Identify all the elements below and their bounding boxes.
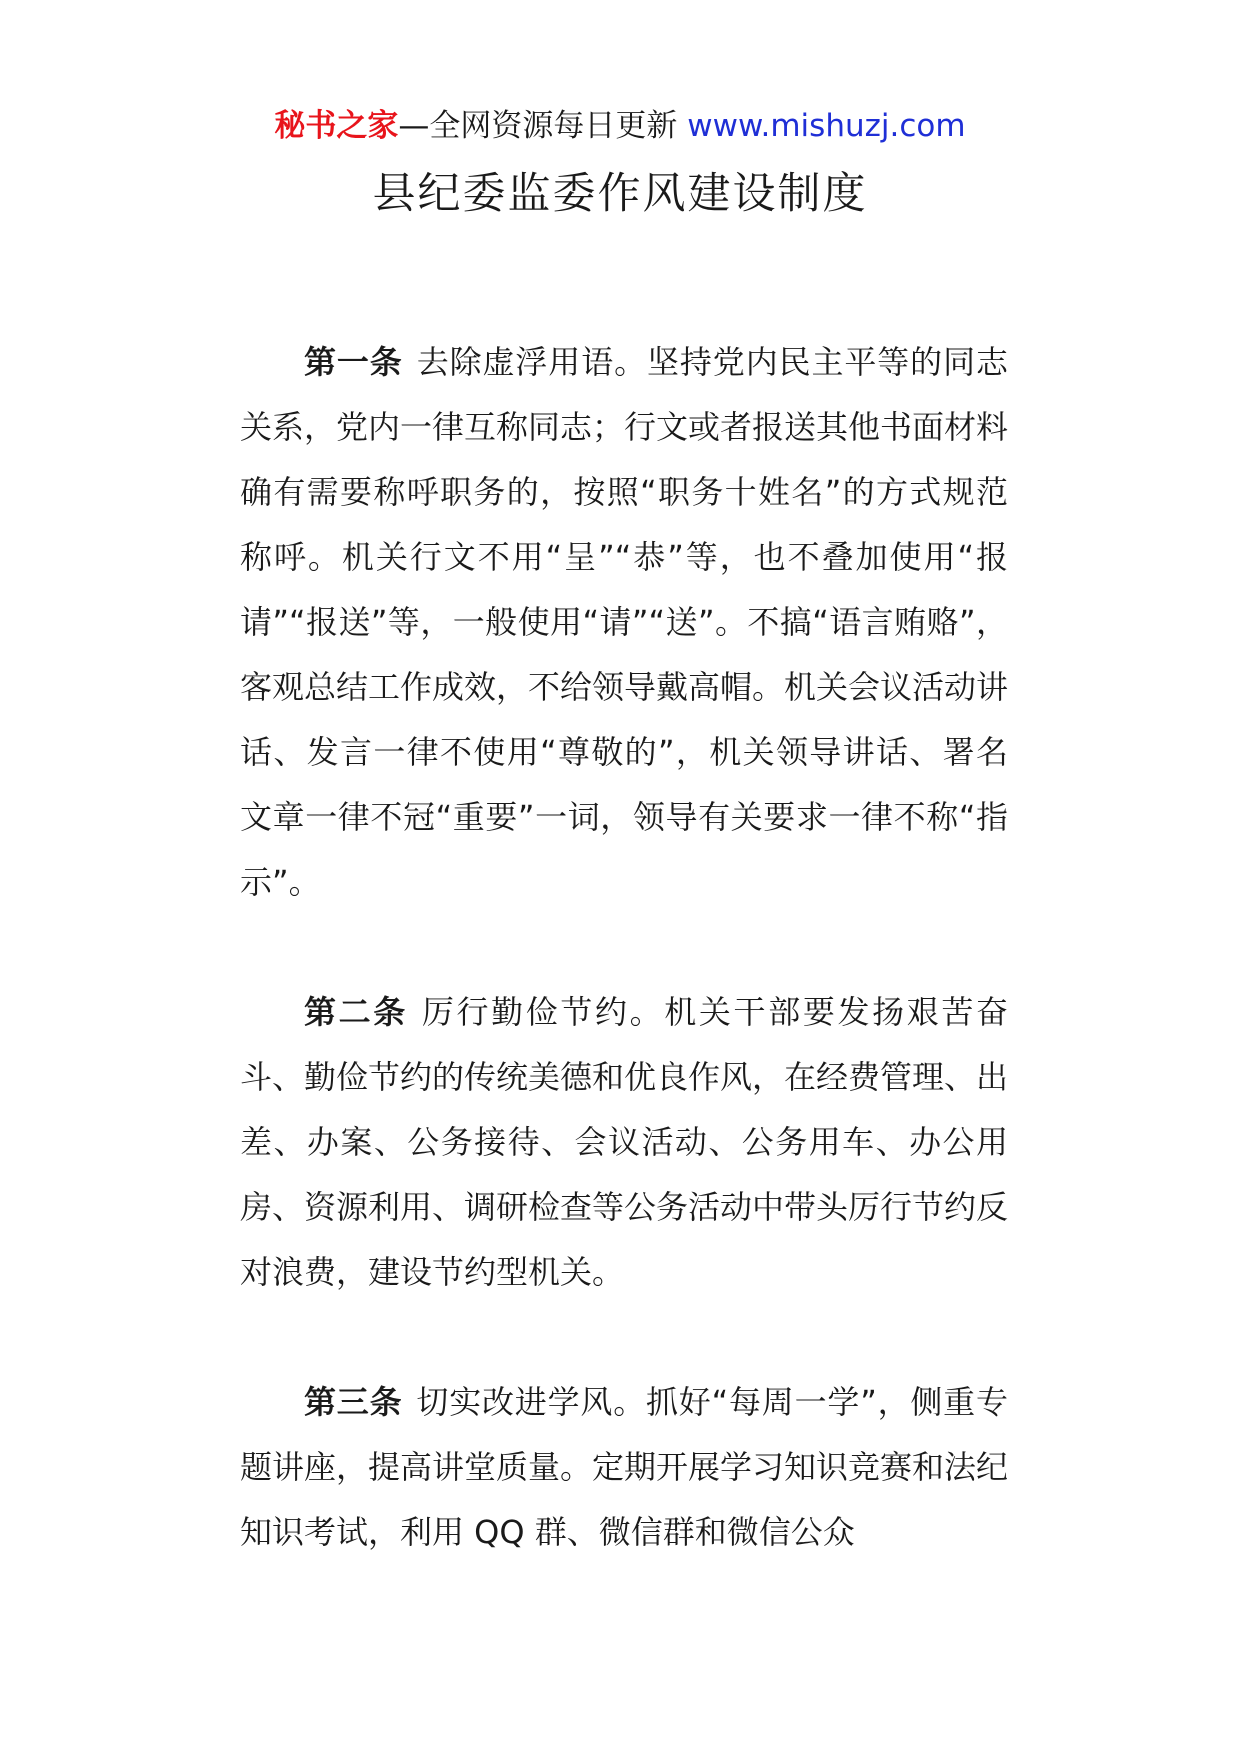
brand-name: 秘书之家 bbox=[274, 108, 399, 144]
article-label: 第三条 bbox=[304, 1383, 403, 1421]
document-title: 县纪委监委作风建设制度 bbox=[372, 169, 868, 219]
article-3 bbox=[240, 1370, 1008, 1565]
article-label: 第二条 bbox=[304, 993, 408, 1031]
site-url-link[interactable]: www.mishuzj.com bbox=[687, 108, 966, 144]
article-text: 切实改进学风。抓好“每周一学”，侧重专题讲座，提高讲堂质量。定期开展学习知识竞赛和法纪知识考试，利用 QQ 群、微信群和微信公众 bbox=[240, 1383, 1009, 1551]
article-2 bbox=[240, 980, 1008, 1305]
document-body bbox=[240, 330, 1008, 1630]
header-tagline: —全网资源每日更新 bbox=[398, 108, 678, 144]
article-label: 第一条 bbox=[304, 343, 403, 381]
site-header bbox=[0, 104, 1240, 148]
article-text: 去除虚浮用语。坚持党内民主平等的同志关系，党内一律互称同志；行文或者报送其他书面材料确有需要称呼职务的，按照“职务十姓名”的方式规范称呼。机关行文不用“呈”“恭”等，也不叠加使用“报请”“报送”等，一般使用“请”“送”。不搞“语言贿赂”，客观总结工作成效，不给领导戴高帽。机关会议活动讲话、发言一律不使用“尊敬的”，机关领导讲话、署名文章一律不冠“重要”一词，领导有关要求一律不称“指示”。 bbox=[240, 343, 1009, 901]
article-1 bbox=[240, 330, 1008, 915]
article-text: 厉行勤俭节约。机关干部要发扬艰苦奋斗、勤俭节约的传统美德和优良作风，在经费管理、出差、办案、公务接待、会议活动、公务用车、办公用房、资源利用、调研检查等公务活动中带头厉行节约反对浪费，建设节约型机关。 bbox=[240, 993, 1009, 1291]
